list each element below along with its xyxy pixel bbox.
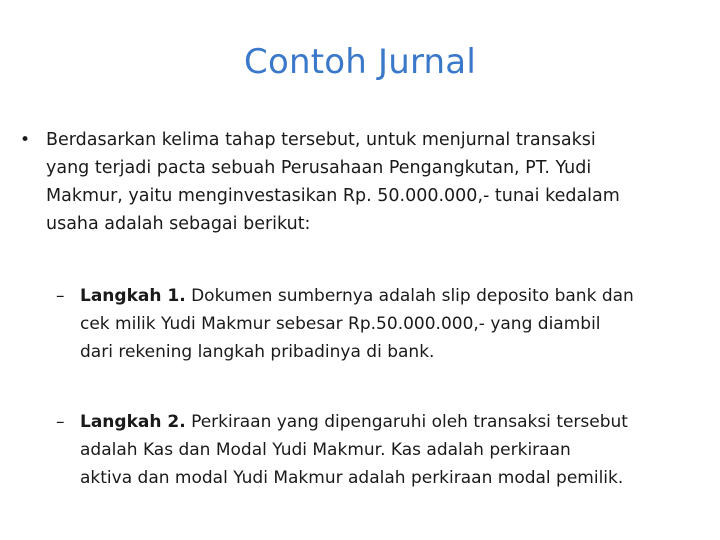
sub-bullet-line: dari rekening langkah pribadinya di bank. bbox=[80, 342, 435, 362]
dash-marker: – bbox=[56, 412, 65, 432]
sub-bullet-line bbox=[80, 408, 705, 436]
sub-bullet-line: cek milik Yudi Makmur sebesar Rp.50.000.000,- yang diambil bbox=[80, 314, 601, 334]
step-heading: Langkah 1. bbox=[80, 286, 186, 306]
sub-bullet-text bbox=[80, 282, 705, 366]
sub-bullet-line: aktiva dan modal Yudi Makmur adalah perkiraan modal pemilik. bbox=[80, 468, 624, 488]
sub-bullet-line bbox=[80, 282, 705, 310]
sub-bullet-text bbox=[80, 408, 705, 492]
sub-bullet-line: adalah Kas dan Modal Yudi Makmur. Kas adalah perkiraan bbox=[80, 440, 571, 460]
step-heading: Langkah 2. bbox=[80, 412, 186, 432]
bullet-line: Makmur, yaitu menginvestasikan Rp. 50.000.000,- tunai kedalam bbox=[46, 186, 620, 206]
dash-marker: – bbox=[56, 286, 65, 306]
bullet-line: usaha adalah sebagai berikut: bbox=[46, 214, 311, 234]
bullet-text bbox=[46, 126, 706, 238]
step-line-rest: Perkiraan yang dipengaruhi oleh transaksi tersebut bbox=[191, 412, 628, 432]
bullet-marker: • bbox=[20, 130, 31, 150]
step-line-rest: Dokumen sumbernya adalah slip deposito bank dan bbox=[191, 286, 634, 306]
bullet-line: yang terjadi pacta sebuah Perusahaan Pengangkutan, PT. Yudi bbox=[46, 158, 592, 178]
slide-title: Contoh Jurnal bbox=[244, 42, 476, 82]
bullet-line: Berdasarkan kelima tahap tersebut, untuk menjurnal transaksi bbox=[46, 130, 596, 150]
